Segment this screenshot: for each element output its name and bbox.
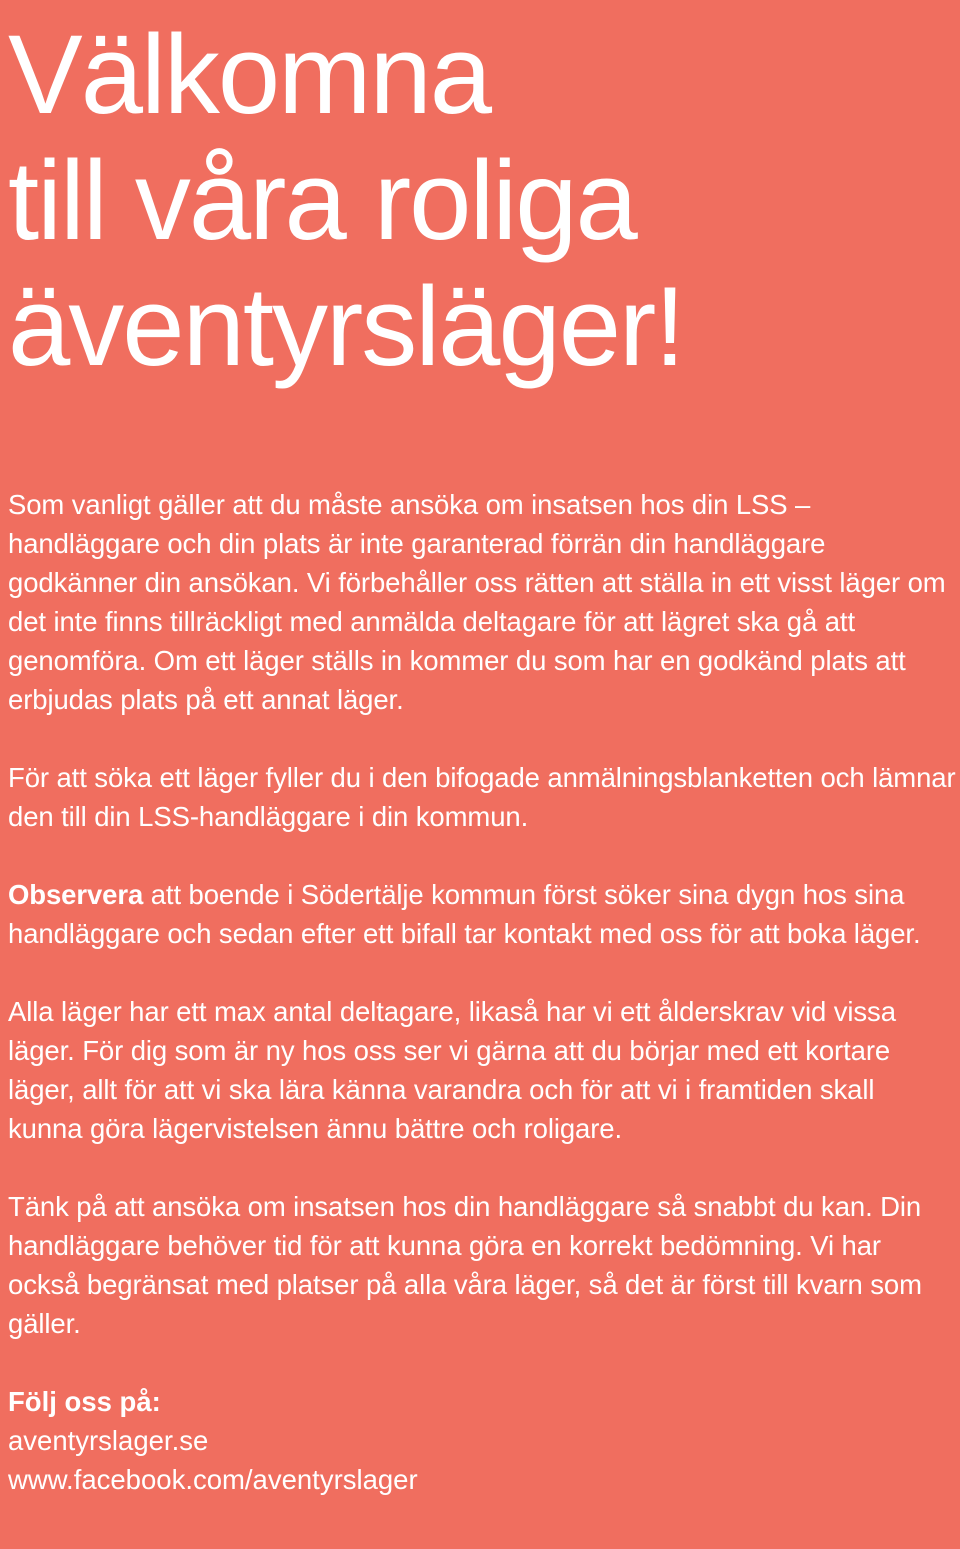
title-line-3: äventyrsläger! bbox=[8, 264, 684, 389]
body-content bbox=[8, 485, 956, 1499]
paragraph-how-to-apply: För att söka ett läger fyller du i den bifogade anmälningsblanketten och lämnar den till din LSS-handläggare i din kommun. bbox=[8, 762, 956, 832]
facebook-link[interactable]: www.facebook.com/aventyrslager bbox=[8, 1464, 418, 1495]
paragraph-application-info: Som vanligt gäller att du måste ansöka om insatsen hos din LSS – handläggare och din plats är inte garanterad förrän din handläggare godkänner din ansökan. Vi förbehåller oss rätten att ställa in ett visst läger om det inte finns tillräckligt med anmälda deltagare för att lägret ska gå att genomföra. Om ett läger ställs in kommer du som har en godkänd plats att erbjudas plats på ett annat läger. bbox=[8, 489, 946, 715]
follow-us-heading: Följ oss på: bbox=[8, 1386, 161, 1417]
paragraph-observe-notice bbox=[8, 875, 956, 953]
page-title bbox=[8, 0, 952, 390]
website-link[interactable]: aventyrslager.se bbox=[8, 1425, 209, 1456]
paragraph-apply-early: Tänk på att ansöka om insatsen hos din handläggare så snabbt du kan. Din handläggare behöver tid för att kunna göra en korrekt bedömning. Vi har också begränsat med platser på alla våra läger, så det är först till kvarn som gäller. bbox=[8, 1191, 922, 1339]
paragraph-participant-limits: Alla läger har ett max antal deltagare, likaså har vi ett ålderskrav vid vissa läger. För dig som är ny hos oss ser vi gärna att du börjar med ett kortare läger, allt för att vi ska lära känna varandra och för att vi i framtiden skall kunna göra lägervistelsen ännu bättre och roligare. bbox=[8, 996, 896, 1144]
title-line-1: Välkomna bbox=[8, 12, 491, 137]
observe-label: Observera bbox=[8, 879, 144, 910]
observe-text: att boende i Södertälje kommun först söker sina dygn hos sina handläggare och sedan efter ett bifall tar kontakt med oss för att boka läger. bbox=[8, 879, 921, 949]
title-line-2: till våra roliga bbox=[8, 138, 636, 263]
follow-us-section bbox=[8, 1382, 956, 1499]
